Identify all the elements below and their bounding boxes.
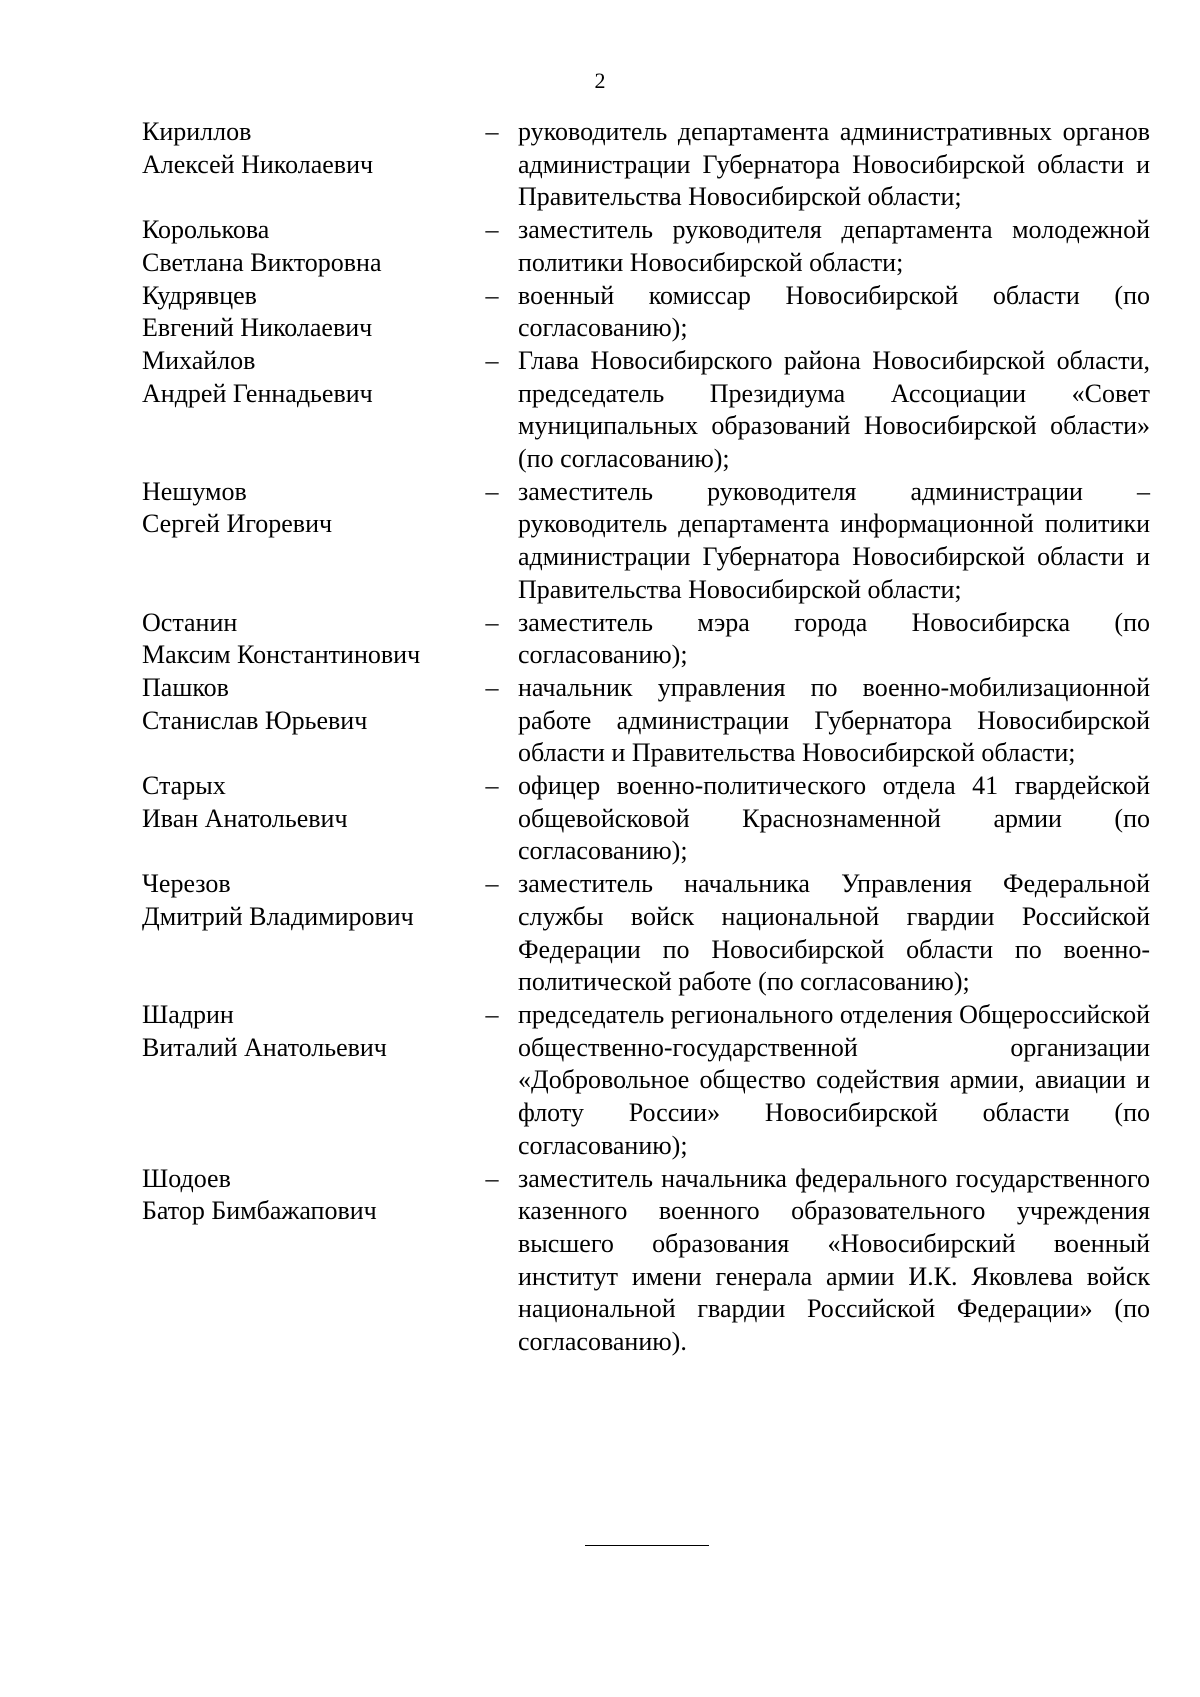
- member-given-name: Виталий Анатольевич: [142, 1032, 387, 1062]
- member-position: заместитель начальника федерального государственного казенного военного образовательного учреждения высшего образования «Новосибирский военный институт имени генерала армии И.К. Яковлева войск национальной гвардии Российской Федерации» (по согласованию).: [518, 1163, 1150, 1357]
- member-dash: –: [485, 869, 499, 899]
- member-name: [142, 672, 466, 737]
- member-given-name: Батор Бимбажапович: [142, 1196, 377, 1226]
- member-row: [142, 770, 1150, 868]
- member-surname: Шодоев: [142, 1163, 231, 1193]
- member-dash: –: [485, 476, 499, 506]
- member-name: [142, 476, 466, 541]
- member-surname: Останин: [142, 607, 238, 637]
- member-surname: Старых: [142, 771, 226, 801]
- member-position: заместитель начальника Управления Федеральной службы войск национальной гвардии Российской Федерации по Новосибирской области по военно-политической работе (по согласованию);: [518, 869, 1150, 997]
- member-name: [142, 116, 466, 181]
- member-name: [142, 770, 466, 835]
- member-name: [142, 280, 466, 345]
- member-given-name: Евгений Николаевич: [142, 313, 373, 343]
- member-position: Глава Новосибирского района Новосибирской области, председатель Президиума Ассоциации «Совет муниципальных образований Новосибирской области» (по согласованию);: [518, 345, 1150, 474]
- member-surname: Черезов: [142, 869, 231, 899]
- member-position: заместитель мэра города Новосибирска (по согласованию);: [518, 607, 1150, 670]
- member-dash: –: [485, 999, 499, 1029]
- member-surname: Кириллов: [142, 117, 252, 146]
- member-dash: –: [485, 607, 499, 637]
- member-name: [142, 214, 466, 279]
- end-divider: [585, 1545, 709, 1546]
- member-position: руководитель департамента административных органов администрации Губернатора Новосибирской области и Правительства Новосибирской области;: [518, 117, 1150, 212]
- member-name: [142, 868, 466, 933]
- member-dash: –: [485, 672, 499, 702]
- member-row: [142, 214, 1150, 279]
- member-name: [142, 607, 466, 672]
- member-name: [142, 1163, 466, 1228]
- member-row: [142, 868, 1150, 999]
- members-list: [142, 116, 1150, 1359]
- member-row: [142, 345, 1150, 476]
- member-given-name: Дмитрий Владимирович: [142, 901, 414, 931]
- member-dash: –: [485, 771, 499, 801]
- member-given-name: Алексей Николаевич: [142, 149, 374, 179]
- page-number: 2: [594, 68, 606, 93]
- member-dash: –: [485, 215, 499, 245]
- member-given-name: Максим Константинович: [142, 640, 421, 670]
- member-row: [142, 476, 1150, 607]
- member-position: председатель регионального отделения Общероссийской общественно-государственной организации «Добровольное общество содействия армии, авиации и флоту России» Новосибирской области (по согласованию);: [518, 999, 1150, 1160]
- member-row: [142, 999, 1150, 1163]
- member-given-name: Иван Анатольевич: [142, 803, 348, 833]
- member-position: начальник управления по военно-мобилизационной работе администрации Губернатора Новосибирской области и Правительства Новосибирской области;: [518, 672, 1150, 768]
- member-dash: –: [485, 345, 499, 375]
- member-surname: Королькова: [142, 215, 270, 245]
- member-row: [142, 672, 1150, 770]
- member-row: [142, 280, 1150, 345]
- member-surname: Пашков: [142, 672, 229, 702]
- member-position: офицер военно-политического отдела 41 гвардейской общевойсковой Краснознаменной армии (по согласованию);: [518, 771, 1150, 866]
- member-position: заместитель руководителя администрации – руководитель департамента информационной политики администрации Губернатора Новосибирской области и Правительства Новосибирской области;: [518, 476, 1150, 604]
- member-surname: Кудрявцев: [142, 280, 257, 310]
- member-name: [142, 999, 466, 1064]
- member-dash: –: [485, 1163, 499, 1193]
- member-row: [142, 607, 1150, 672]
- member-given-name: Станислав Юрьевич: [142, 705, 368, 735]
- member-dash: –: [485, 117, 499, 146]
- member-row: [142, 1163, 1150, 1359]
- member-surname: Михайлов: [142, 345, 256, 375]
- member-position: военный комиссар Новосибирской области (по согласованию);: [518, 280, 1150, 343]
- member-given-name: Андрей Геннадьевич: [142, 378, 373, 408]
- member-dash: –: [485, 280, 499, 310]
- member-given-name: Светлана Викторовна: [142, 247, 382, 277]
- member-surname: Шадрин: [142, 999, 234, 1029]
- member-surname: Нешумов: [142, 476, 247, 506]
- member-position: заместитель руководителя департамента молодежной политики Новосибирской области;: [518, 215, 1150, 277]
- member-row: [142, 116, 1150, 214]
- member-name: [142, 345, 466, 410]
- member-given-name: Сергей Игоревич: [142, 509, 333, 539]
